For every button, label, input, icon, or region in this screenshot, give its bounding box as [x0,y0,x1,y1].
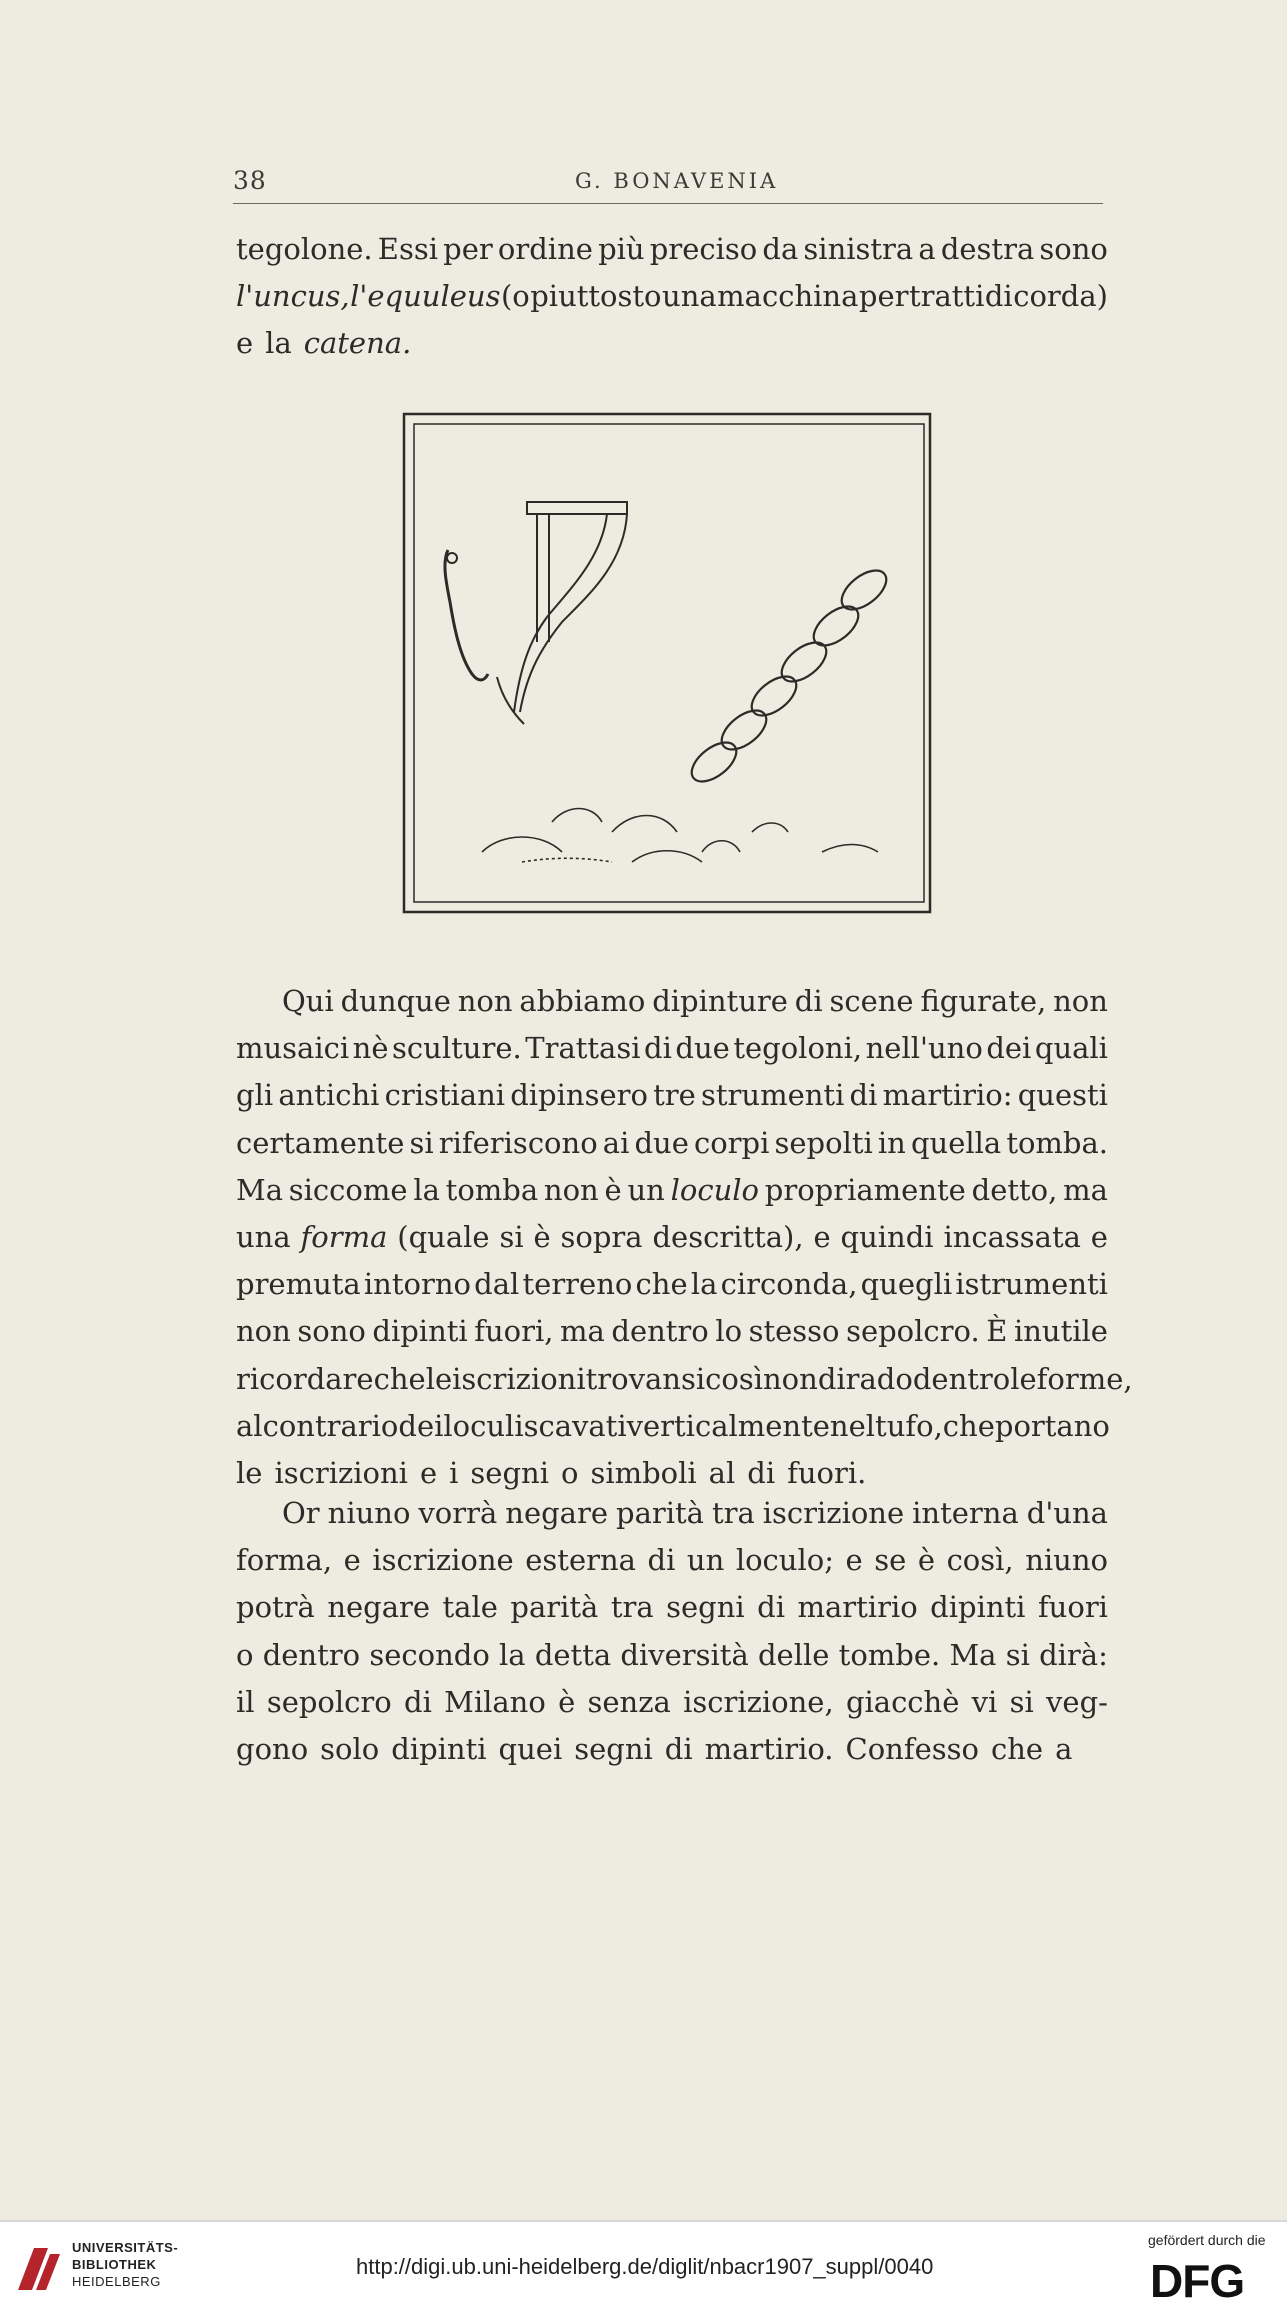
word: più [598,232,645,266]
word: quindi [840,1220,934,1254]
figure-outer-frame [404,414,930,912]
word: i [449,1456,459,1490]
word: tombe. [838,1637,941,1672]
word: questi [1017,1078,1108,1113]
word: e [845,1543,863,1578]
word: un [686,1543,725,1578]
word: che [942,1408,995,1443]
word: la [499,1637,526,1672]
word: tegoloni, [733,1031,863,1066]
header-rule [233,203,1103,204]
viewer-footer [0,2220,1287,2311]
word: di [757,1590,786,1625]
word: ricordare [236,1361,374,1396]
word: destra [940,232,1035,266]
word: propriamente [764,1172,966,1207]
word: è [533,1220,551,1254]
word: è [604,1172,622,1207]
word: dal [474,1267,520,1302]
word: (quale [397,1220,490,1254]
word: e [813,1220,831,1254]
word: potrà [236,1590,315,1625]
word: sinistra [803,232,914,266]
word: lo [715,1314,743,1349]
word: dirà: [1039,1637,1108,1672]
word: sopra [560,1220,643,1254]
word: non [457,984,513,1018]
word: secondo [369,1637,490,1672]
word: È [986,1314,1008,1349]
word: veg- [1046,1684,1108,1719]
text-line [236,1025,1108,1071]
word: Ma [949,1637,997,1672]
word: fuori. [787,1456,867,1490]
word: Confesso [845,1732,979,1766]
word: Trattasi [525,1031,641,1066]
word: dunque [340,984,451,1018]
word: di [664,1732,693,1766]
word: di [644,1031,672,1066]
word: ma [1063,1172,1108,1207]
word: preciso [649,232,758,266]
word: siccome [288,1172,408,1207]
word: due [675,1031,730,1066]
word: iscrizione [762,1496,905,1530]
word: loculi [443,1408,524,1443]
running-title: G. BONAVENIA [575,169,779,193]
word: dipinti [372,1314,468,1349]
word: di [794,984,823,1018]
word: interna [912,1496,1019,1530]
word: dentro [262,1637,361,1672]
word: macchina [717,279,859,314]
word: tre [653,1078,696,1113]
word: quali [1034,1031,1108,1066]
word: stesso [748,1314,840,1349]
text-line [236,1726,1108,1772]
library-name-line: BIBLIOTHEK [72,2257,157,2272]
word: Essi [377,232,439,266]
word: al [236,1408,263,1443]
word: tra [711,1496,755,1530]
word: ordine [497,232,593,266]
word: non [1053,984,1108,1018]
word: detta [534,1637,612,1672]
word: fuori [1037,1590,1108,1625]
word: rado [845,1361,913,1396]
word: delle [757,1637,830,1672]
word: due [634,1125,689,1160]
word: nè [352,1031,389,1066]
word: dipinti [930,1590,1026,1625]
word: loculo; [735,1543,834,1578]
word: così [705,1361,763,1396]
word: martirio. [704,1732,834,1766]
word: nell'uno [865,1031,983,1066]
word: (o [500,279,530,314]
word: descritta), [652,1220,804,1254]
word: strumenti [701,1078,845,1113]
word: ai [602,1125,630,1160]
word: Milano [444,1684,546,1719]
word: iscrizioni [274,1456,408,1490]
word: segni [574,1732,653,1766]
word: in [877,1125,906,1160]
text-line [236,1584,1108,1630]
word: riferiscono [438,1125,598,1160]
word: dentro [611,1314,709,1349]
word: vorrà [418,1496,498,1530]
text-line [236,1356,1133,1402]
word: una [662,279,717,314]
word: che [373,1361,426,1396]
word: di [747,1456,776,1490]
word: se [874,1543,907,1578]
word: e [343,1543,361,1578]
word: le [1010,1361,1037,1396]
footer-border [0,2220,1287,2222]
word: portano [994,1408,1110,1443]
word: dei [986,1031,1032,1066]
uncus-hook-icon [445,550,488,680]
word: sepolcro [266,1684,392,1719]
word: gono [236,1732,309,1766]
word: fuori, [474,1314,554,1349]
text-line [236,978,1108,1024]
word: o [560,1456,579,1490]
word: figurate, [920,984,1047,1018]
word: è [917,1543,936,1578]
text-line [236,1261,1108,1307]
word: tomba. [1006,1125,1108,1160]
word: di [647,1543,676,1578]
word: senza [587,1684,671,1719]
text-line [236,1120,1108,1166]
word: una [236,1220,291,1254]
word: istrumenti [955,1267,1108,1302]
word: Qui [282,984,334,1018]
word: si [1005,1637,1030,1672]
word: sepolcro. [846,1314,980,1349]
permalink-url[interactable]: http://digi.ub.uni-heidelberg.de/diglit/nbacr1907_suppl/0040 [356,2254,934,2279]
word: incassata [943,1220,1081,1254]
text-line [236,320,1108,366]
word: a [1055,1732,1073,1766]
word: non [543,1172,599,1207]
word: o [236,1637,254,1672]
word: non [762,1361,818,1396]
word: trovansi [585,1361,706,1396]
word: ma [560,1314,605,1349]
text-line [236,1167,1108,1213]
word: antichi [278,1078,380,1113]
word: parità [510,1590,599,1625]
page-number: 38 [233,166,267,195]
word: tratti [908,279,985,314]
word: esterna [525,1543,636,1578]
text-line [236,1679,1108,1725]
word: al [708,1456,736,1490]
word: diversità [620,1637,749,1672]
word: tra [610,1590,654,1625]
catena-chain-icon [685,563,893,789]
word: si [409,1125,434,1160]
word: negare [327,1590,431,1625]
word: forma, [236,1543,333,1578]
equuleus-icon [497,502,627,724]
word: quei [498,1732,563,1766]
word: sculture. [392,1031,522,1066]
library-name-line: HEIDELBERG [72,2274,161,2289]
word: si [1009,1684,1034,1719]
word: iscrizione [372,1543,514,1578]
word: di [984,279,1013,314]
text-line [236,1214,1108,1260]
word: cristiani [384,1078,506,1113]
word: quegli [860,1267,953,1302]
funding-note: gefördert durch die [1148,2232,1266,2248]
word: segni [666,1590,745,1625]
word: di [849,1078,878,1113]
word: tale [442,1590,498,1625]
word: circonda, [720,1267,858,1302]
dfg-logo-icon[interactable]: DFG [1150,2255,1245,2307]
word: simboli [590,1456,697,1490]
word: loculo [670,1172,760,1207]
word: premuta [236,1267,361,1302]
word: tegolone. [236,232,373,266]
word: certamente [236,1125,405,1160]
text-line [236,1490,1108,1536]
martyrdom-instruments-illustration [402,412,932,914]
word: tomba [445,1172,539,1207]
word: negare [505,1496,608,1530]
word: nel [829,1408,876,1443]
word: è [558,1684,576,1719]
word: il [236,1684,255,1719]
text-line [236,273,1108,319]
word: non [236,1314,291,1349]
word: un [627,1172,665,1207]
word: per [443,232,493,266]
word: l'uncus, [236,279,350,314]
word: musaici [236,1031,350,1066]
word: verticalmente [626,1408,830,1443]
university-library-logo-icon[interactable] [14,2240,64,2298]
word: e [236,326,254,361]
word: l'equuleus [350,279,501,314]
word: iscrizioni [452,1361,586,1396]
word: intorno [363,1267,471,1302]
word: forma [300,1220,388,1254]
word: terreno [522,1267,633,1302]
word: la [265,326,292,361]
text-line [236,226,1108,272]
word: gli [236,1078,274,1113]
word: dipinture [652,984,788,1018]
word: scene [829,984,914,1018]
word: corda) [1013,279,1108,314]
text-line [236,1403,1108,1449]
word: piuttosto [530,279,662,314]
word: a [918,232,936,266]
word: per [858,279,909,314]
text-line [236,1072,1108,1118]
word: d'una [1026,1496,1108,1530]
word: detto, [971,1172,1058,1207]
word: sono [297,1314,366,1349]
word: martirio: [882,1078,1013,1113]
word: di [404,1684,432,1719]
word: niuno [327,1496,411,1530]
word: martirio [797,1590,918,1625]
word: forme, [1036,1361,1133,1396]
word: da [762,232,799,266]
word: catena. [303,326,412,361]
word: e [1090,1220,1108,1254]
word: le [425,1361,453,1396]
word: si [499,1220,524,1254]
word: dentro [912,1361,1011,1396]
text-line [236,1537,1108,1583]
word: corpi [693,1125,770,1160]
word: che [990,1732,1044,1766]
word: iscrizione, [683,1684,834,1719]
word: quella [910,1125,1002,1160]
word: parità [616,1496,704,1530]
word: dei [398,1408,444,1443]
word: tufo, [875,1408,943,1443]
word: sepolti [774,1125,873,1160]
figure-inner-frame [414,424,924,902]
word: scavati [523,1408,627,1443]
word: abbiamo [519,984,646,1018]
word: giacchè [845,1684,960,1719]
word: di [817,1361,846,1396]
word: la [690,1267,718,1302]
word: contrario [262,1408,399,1443]
word: dipinti [391,1732,487,1766]
word: Ma [236,1172,283,1207]
word: le [236,1456,263,1490]
library-name-line: UNIVERSITÄTS- [72,2240,179,2255]
text-line [236,1308,1108,1354]
word: sono [1039,232,1108,266]
word: niuno [1025,1543,1108,1578]
word: Or [282,1496,320,1530]
word: che [635,1267,688,1302]
word: inutile [1013,1314,1108,1349]
word: e [419,1456,438,1490]
word: solo [320,1732,380,1766]
word: vi [971,1684,998,1719]
word: così, [946,1543,1014,1578]
word: dipinsero [510,1078,648,1113]
word: la [413,1172,440,1207]
ground-rubble [482,809,878,863]
word: segni [470,1456,549,1490]
text-line [236,1632,1108,1678]
